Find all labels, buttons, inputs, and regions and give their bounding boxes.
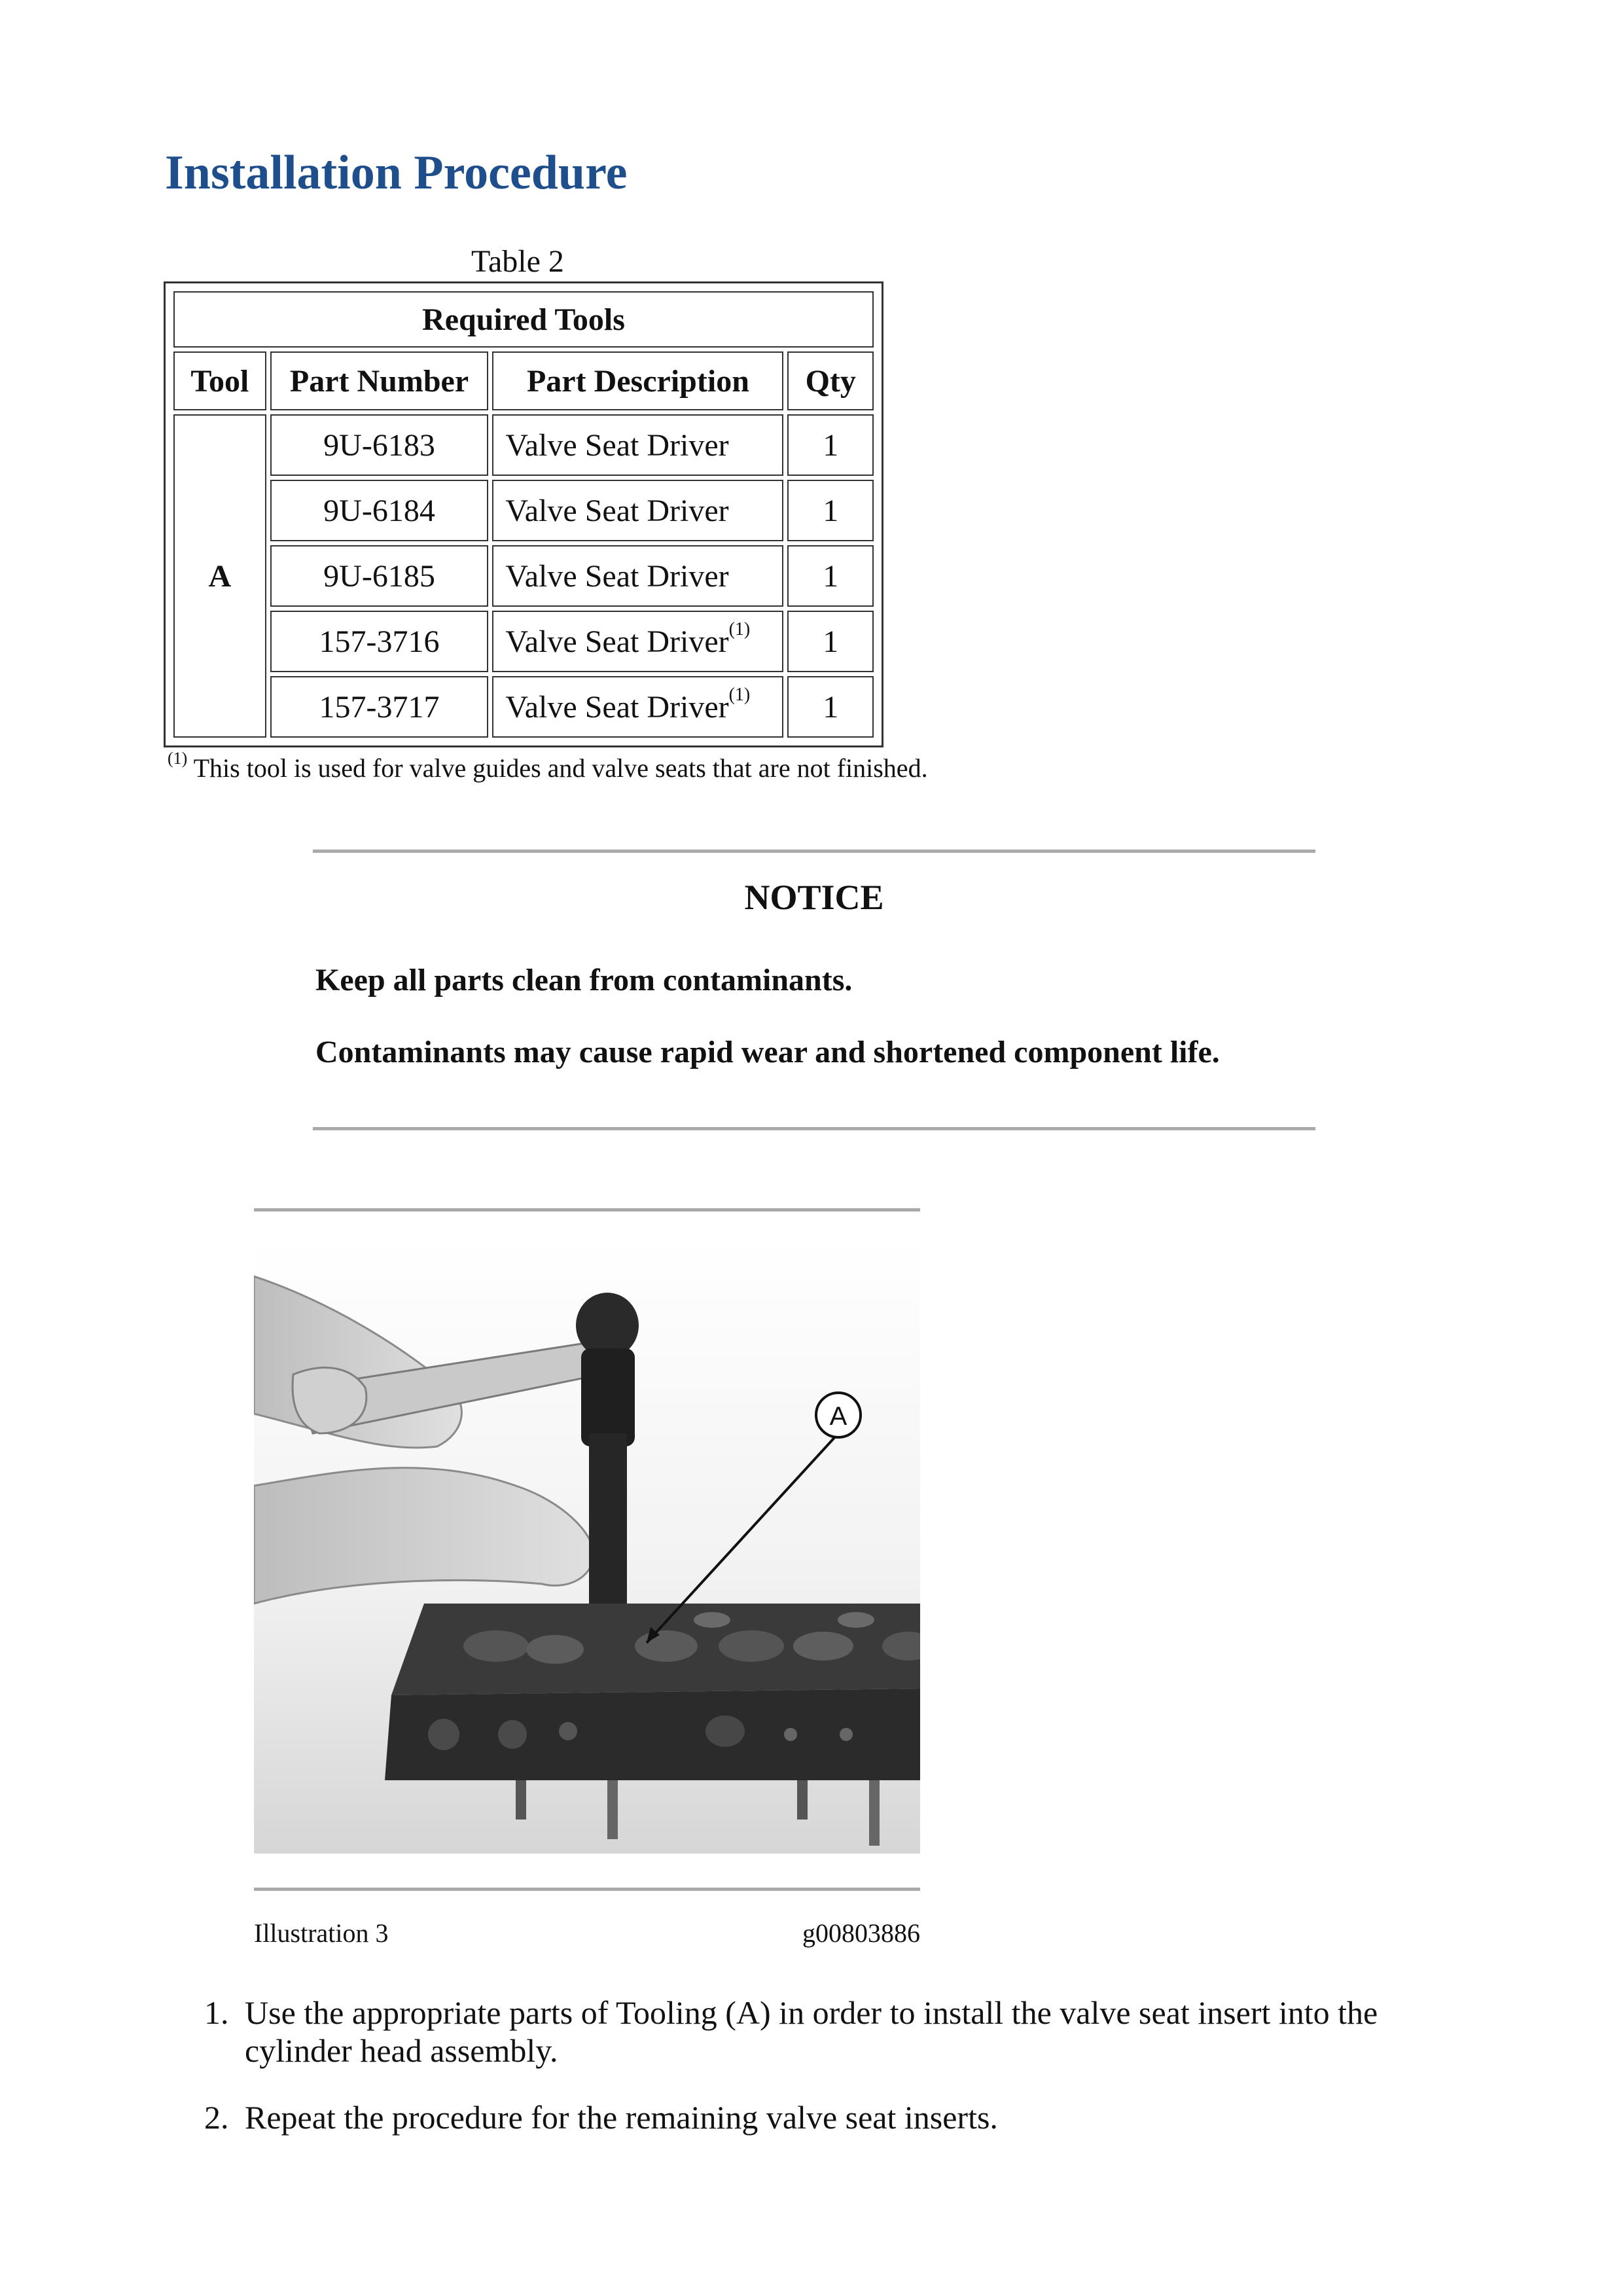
qty-cell: 1 bbox=[787, 545, 874, 607]
footnote-ref: (1) bbox=[728, 684, 751, 705]
notice-line-2: Contaminants may cause rapid wear and shortened component life. bbox=[315, 1035, 1220, 1069]
page-title: Installation Procedure bbox=[165, 146, 628, 200]
table-row bbox=[173, 676, 874, 738]
qty-cell: 1 bbox=[787, 676, 874, 738]
illustration-top-divider bbox=[254, 1208, 920, 1211]
notice-bottom-divider bbox=[313, 1127, 1315, 1130]
description-text: Valve Seat Driver bbox=[505, 493, 729, 528]
illustration-bottom-divider bbox=[254, 1888, 920, 1891]
required-tools-table bbox=[164, 281, 883, 747]
footnote-text: This tool is used for valve guides and valve seats that are not finished. bbox=[193, 753, 928, 783]
qty-cell: 1 bbox=[787, 414, 874, 476]
callout-label: A bbox=[829, 1402, 847, 1431]
step-item bbox=[204, 2098, 1448, 2144]
qty-cell: 1 bbox=[787, 611, 874, 672]
description-text: Valve Seat Driver bbox=[505, 427, 729, 463]
step-item bbox=[204, 1994, 1448, 2079]
column-header-qty: Qty bbox=[787, 351, 874, 410]
column-header-part-number: Part Number bbox=[270, 351, 489, 410]
step-text: Repeat the procedure for the remaining valve seat inserts. bbox=[245, 2099, 998, 2136]
table-heading: Required Tools bbox=[173, 291, 874, 348]
description-text: Valve Seat Driver bbox=[505, 624, 729, 659]
table-row bbox=[173, 611, 874, 672]
step-number: 2. bbox=[204, 2099, 229, 2136]
part-description-cell bbox=[492, 480, 783, 541]
part-description-cell bbox=[492, 414, 783, 476]
part-description-cell bbox=[492, 545, 783, 607]
part-number-cell: 9U-6183 bbox=[270, 414, 489, 476]
table-row bbox=[173, 414, 874, 476]
part-description-cell bbox=[492, 611, 783, 672]
description-text: Valve Seat Driver bbox=[505, 689, 729, 725]
part-number-cell: 9U-6185 bbox=[270, 545, 489, 607]
table-caption: Table 2 bbox=[471, 244, 564, 279]
column-header-tool: Tool bbox=[173, 351, 266, 410]
illustration-id: g00803886 bbox=[802, 1918, 920, 1948]
footnote-marker: (1) bbox=[168, 749, 188, 768]
footnote-ref: (1) bbox=[728, 619, 751, 639]
part-description-cell bbox=[492, 676, 783, 738]
notice-title: NOTICE bbox=[744, 878, 884, 917]
table-footnote bbox=[168, 749, 928, 783]
part-number-cell: 9U-6184 bbox=[270, 480, 489, 541]
table-row bbox=[173, 545, 874, 607]
illustration-label: Illustration 3 bbox=[254, 1918, 389, 1948]
part-number-cell: 157-3717 bbox=[270, 676, 489, 738]
notice-top-divider bbox=[313, 850, 1315, 853]
qty-cell: 1 bbox=[787, 480, 874, 541]
table-row bbox=[173, 480, 874, 541]
column-header-part-description: Part Description bbox=[492, 351, 783, 410]
cylinder-head-photo bbox=[254, 1237, 920, 1854]
description-text: Valve Seat Driver bbox=[505, 558, 729, 594]
step-number: 1. bbox=[204, 1994, 229, 2031]
part-number-cell: 157-3716 bbox=[270, 611, 489, 672]
notice-line-1: Keep all parts clean from contaminants. bbox=[315, 963, 853, 997]
step-text: Use the appropriate parts of Tooling (A) in order to install the valve seat insert into the cylinder head assembly. bbox=[245, 1994, 1378, 2069]
tool-letter-cell: A bbox=[173, 414, 266, 738]
